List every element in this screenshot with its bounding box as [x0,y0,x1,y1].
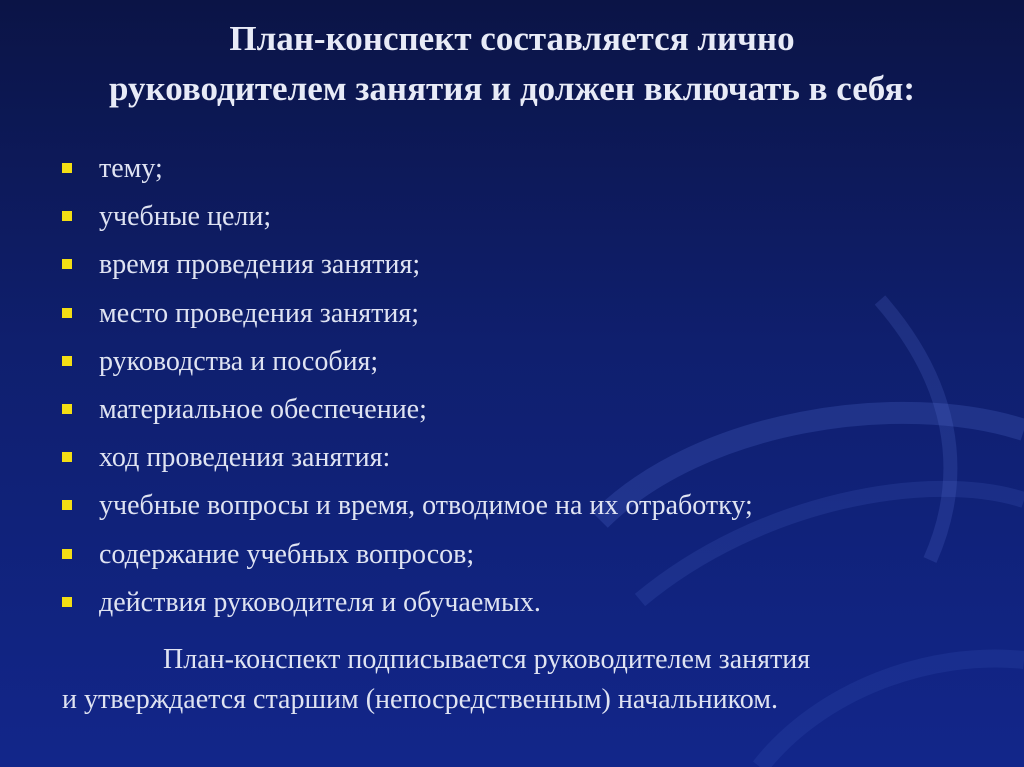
bullet-text: содержание учебных вопросов; [99,538,475,570]
square-bullet-icon [62,308,72,318]
slide-title [0,14,1024,114]
title-line-2: руководителем занятия и должен включать в себя: [109,69,915,108]
square-bullet-icon [62,163,72,173]
closing-line-2: и утверждается старшим (непосредственным) начальником. [62,684,778,715]
square-bullet-icon [62,549,72,559]
square-bullet-icon [62,259,72,269]
bullet-text: материальное обеспечение; [99,393,427,425]
square-bullet-icon [62,452,72,462]
bullet-text: тему; [99,153,163,184]
bullet-text: время проведения занятия; [99,249,421,281]
closing-paragraph [62,640,982,720]
bullet-text: учебные вопросы и время, отводимое на их отработку; [99,490,753,522]
title-line-1: План-конспект составляется лично [229,19,795,58]
square-bullet-icon [62,500,72,510]
square-bullet-icon [62,356,72,366]
bullet-text: руководства и пособия; [99,345,379,377]
square-bullet-icon [62,404,72,414]
bullet-text: место проведения занятия; [99,297,419,329]
bullet-text: действия руководителя и обучаемых. [99,586,541,618]
square-bullet-icon [62,211,72,221]
square-bullet-icon [62,597,72,607]
closing-line-1: План-конспект подписывается руководителем занятия [163,644,811,675]
bullet-text: ход проведения занятия: [99,442,391,474]
bullet-text: учебные цели; [99,201,272,233]
